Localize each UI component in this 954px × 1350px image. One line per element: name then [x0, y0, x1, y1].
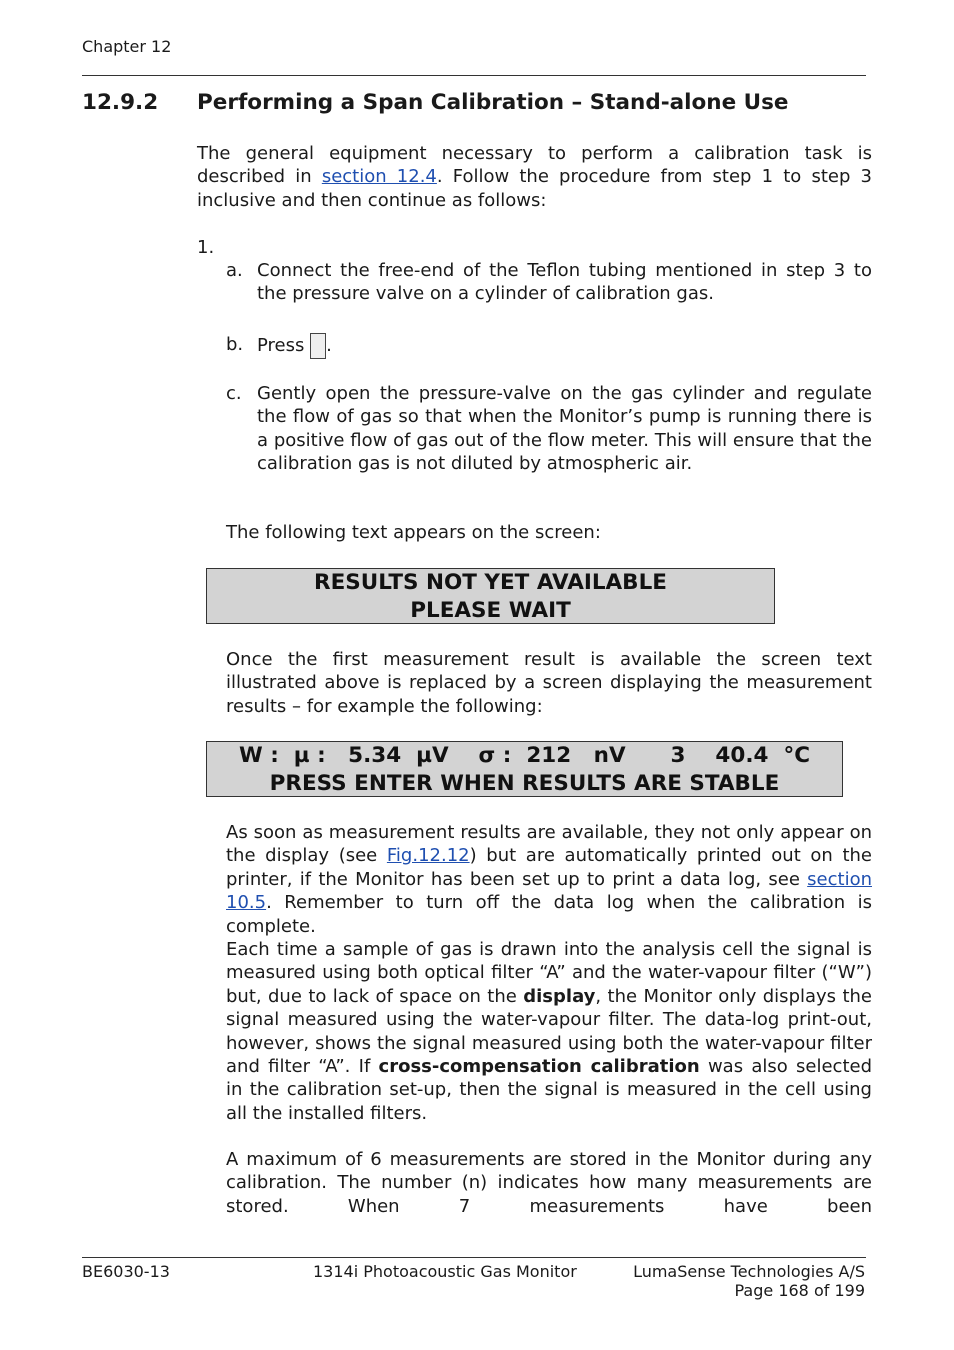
list-marker: c.: [226, 383, 242, 404]
display-screen-waiting: [206, 568, 775, 624]
intro-paragraph: [197, 142, 872, 212]
press-text: Press: [257, 335, 311, 356]
section-12-4-link[interactable]: section 12.4: [321, 166, 437, 188]
section-number: 12.9.2: [82, 90, 159, 115]
body-paragraph-3: A maximum of 6 measurements are stored in the Monitor during any calibration. The number (n) indicates how many measurements are stored. When 7 measurements have been: [226, 1149, 872, 1217]
screen-line-2: PRESS ENTER WHEN RESULTS ARE STABLE: [269, 771, 780, 796]
list-item-text: Gently open the pressure-valve on the gas cylinder and regulate the flow of gas so that when the Monitor’s pump is running there is a positive flow of gas out of the flow meter. This will ensure that the calibration gas is not diluted by atmospheric air.: [257, 383, 872, 475]
results-paragraph: Once the first measurement result is available the screen text illustrated above is replaced by a screen displaying the measurement results – for example the following:: [226, 649, 872, 717]
footer-product: 1314i Photoacoustic Gas Monitor: [313, 1262, 577, 1281]
body-paragraph-2: [226, 938, 872, 1125]
display-screen-results: [206, 741, 843, 797]
footer-page-number: Page 168 of 199: [734, 1281, 865, 1300]
list-item-text: [257, 333, 872, 359]
footer-rule: [82, 1257, 866, 1258]
step-number: 1.: [197, 237, 215, 258]
key-button: [310, 333, 326, 359]
screen-line-2: PLEASE WAIT: [410, 598, 571, 623]
bold-text: cross-compensation calibration: [378, 1056, 700, 1078]
body-text: As soon as measurement results are available, they not only appear on the display (see: [226, 822, 872, 867]
footer-company: LumaSense Technologies A/S: [633, 1262, 865, 1281]
list-item-text: Connect the free-end of the Teflon tubing mentioned in step 3 to the pressure valve on a cylinder of calibration gas.: [257, 260, 872, 305]
body-text: was also selected in the calibration set-up, then the signal is measured in the cell using all the installed filters.: [226, 1056, 872, 1124]
section-10-5-link[interactable]: section 10.5: [226, 868, 872, 914]
body-text: . Remember to turn off the data log when the calibration is complete.: [226, 892, 872, 937]
chapter-header: Chapter 12: [82, 37, 172, 56]
list-item-b: [226, 333, 872, 359]
body-text: , the Monitor only displays the signal measured using the water-vapour filter. The data-log print-out, however, shows the signal measured using both the water-vapour filter and filter “A”. If: [226, 985, 872, 1078]
section-heading: [82, 90, 789, 115]
press-suffix: .: [326, 335, 332, 356]
header-rule: [82, 75, 866, 76]
intro-text-cont: . Follow the procedure from step 1 to step 3 inclusive and then continue as follows:: [197, 166, 872, 211]
bold-text: display: [523, 985, 596, 1007]
list-item-c: [226, 382, 872, 500]
body-text: ) but are automatically printed out on the printer, if the Monitor has been set up to print a data log, see: [226, 845, 872, 890]
screen-intro-text: The following text appears on the screen:: [226, 522, 601, 543]
list-item-a: [226, 259, 872, 307]
list-marker: a.: [226, 260, 243, 281]
intro-text: The general equipment necessary to perform a calibration task is described in: [197, 143, 872, 188]
body-paragraph-1: [226, 821, 872, 938]
footer-doc-id: BE6030-13: [82, 1262, 170, 1281]
fig-12-12-link[interactable]: Fig.12.12: [386, 845, 470, 867]
list-marker: b.: [226, 334, 244, 355]
body-text: Each time a sample of gas is drawn into the analysis cell the signal is measured using both optical filter “A” and the water-vapour filter (“W”) but, due to lack of space on the: [226, 939, 872, 1007]
screen-line-1: RESULTS NOT YET AVAILABLE: [314, 570, 667, 595]
section-title: Performing a Span Calibration – Stand-alone Use: [197, 90, 789, 115]
screen-line-1: W : µ : 5.34 µV σ : 212 nV 3 40.4 °C: [239, 743, 810, 768]
